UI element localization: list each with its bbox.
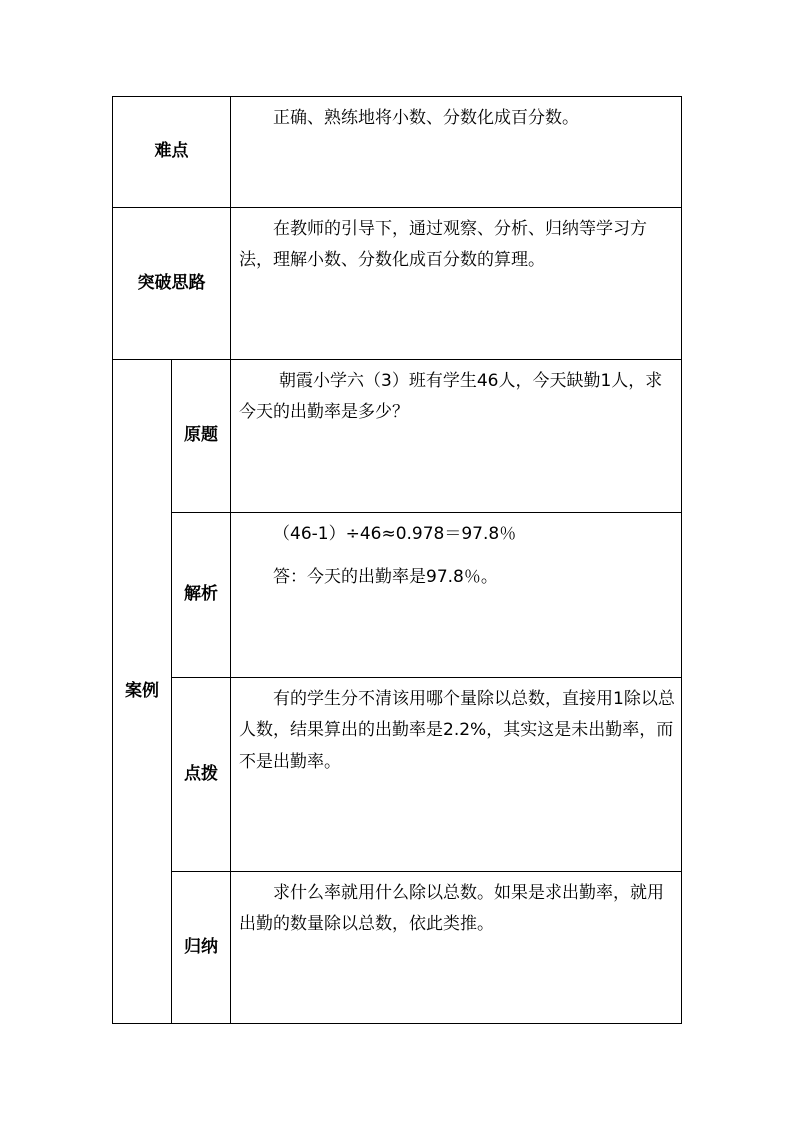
approach-label: 突破思路: [113, 208, 231, 360]
difficulty-row: [113, 97, 682, 208]
tip-row: [113, 678, 682, 872]
tip-text: 有的学生分不清该用哪个量除以总数，直接用1除以总人数，结果算出的出勤率是2.2%，其实这是未出勤率，而不是出勤率。: [239, 689, 675, 772]
analysis-answer: 答：今天的出勤率是97.8％。: [273, 567, 498, 588]
difficulty-text: 正确、熟练地将小数、分数化成百分数。: [273, 108, 579, 128]
tip-label: 点拨: [172, 678, 231, 872]
analysis-cell: [231, 513, 682, 678]
difficulty-cell: [231, 97, 682, 208]
original-row: [113, 360, 682, 513]
tip-cell: [231, 678, 682, 872]
summary-text: 求什么率就用什么除以总数。如果是求出勤率，就用出勤的数量除以总数，依此类推。: [239, 883, 664, 935]
summary-cell: [231, 872, 682, 1024]
case-label: 案例: [113, 360, 172, 1024]
analysis-formula: （46-1）÷46≈0.978＝97.8％: [273, 524, 517, 544]
summary-row: [113, 872, 682, 1024]
analysis-row: [113, 513, 682, 678]
analysis-label: 解析: [172, 513, 231, 678]
approach-cell: [231, 208, 682, 360]
difficulty-label: 难点: [113, 97, 231, 208]
approach-text: 在教师的引导下，通过观察、分析、归纳等学习方法，理解小数、分数化成百分数的算理。: [239, 219, 647, 271]
original-label: 原题: [172, 360, 231, 513]
original-text: 朝霞小学六（3）班有学生46人，今天缺勤1人，求今天的出勤率是多少？: [239, 371, 663, 423]
original-cell: [231, 360, 682, 513]
lesson-table: [112, 96, 682, 1024]
approach-row: [113, 208, 682, 360]
summary-label: 归纳: [172, 872, 231, 1024]
